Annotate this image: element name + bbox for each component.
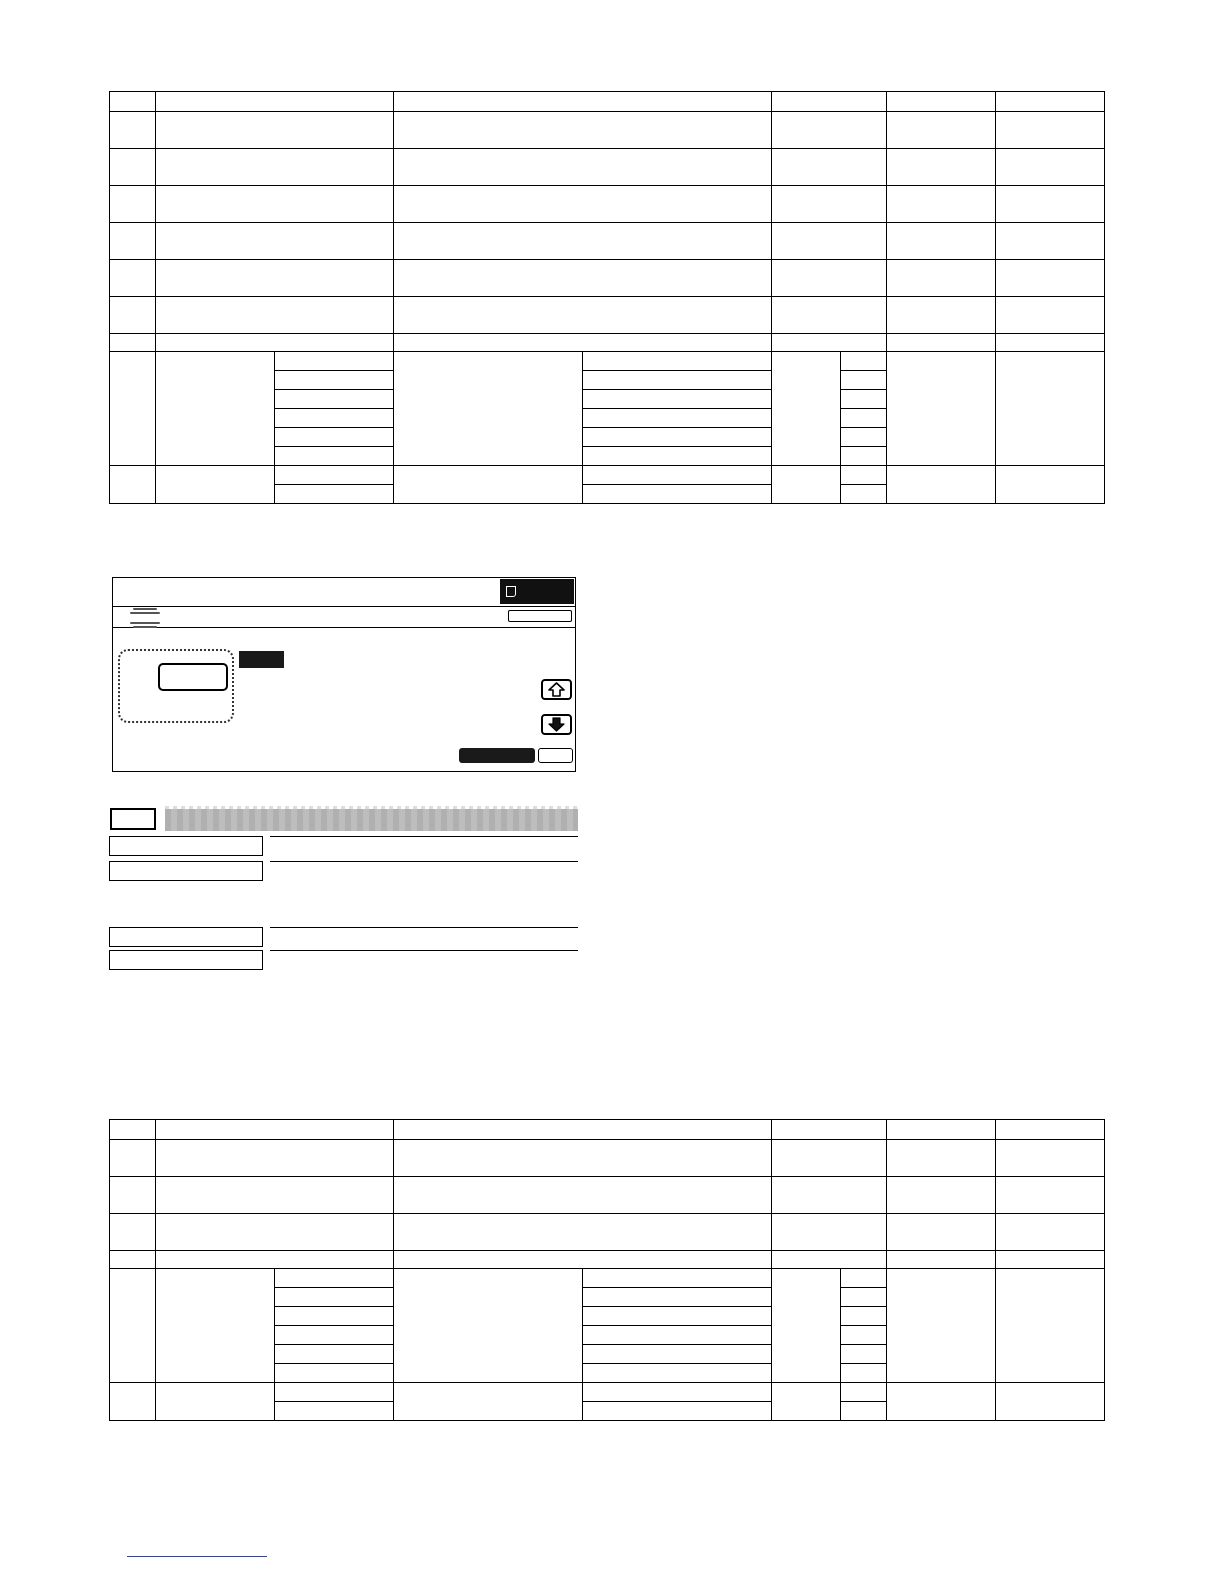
table-row xyxy=(110,112,1105,149)
table-row xyxy=(110,186,1105,223)
table-row xyxy=(110,297,1105,334)
table-row-group xyxy=(110,352,1105,371)
header-divider xyxy=(113,606,575,607)
table-row xyxy=(110,1214,1105,1251)
header-tab-button[interactable] xyxy=(508,610,572,622)
footer-link-underline[interactable] xyxy=(127,1556,267,1557)
table-header-row xyxy=(110,1120,1105,1140)
legend-label-box xyxy=(109,927,263,947)
legend-label-box xyxy=(109,861,263,881)
legend-leader-line xyxy=(270,836,578,837)
setting-key[interactable] xyxy=(158,663,228,691)
job-status-button[interactable] xyxy=(500,579,574,604)
scroll-down-button[interactable] xyxy=(541,714,572,735)
settings-table-top xyxy=(109,91,1105,504)
callout-number-box xyxy=(110,808,156,830)
legend-label-box xyxy=(109,836,263,856)
subheader-divider xyxy=(113,627,575,628)
table-row xyxy=(110,1177,1105,1214)
table-row xyxy=(110,334,1105,352)
legend-leader-line xyxy=(270,861,578,862)
execute-key[interactable] xyxy=(459,748,535,763)
table-row xyxy=(110,1140,1105,1177)
table-row xyxy=(110,1251,1105,1269)
table-header-row xyxy=(110,92,1105,112)
settings-table-bottom xyxy=(109,1119,1105,1421)
legend-leader-line xyxy=(270,950,578,951)
table-row-group xyxy=(110,466,1105,485)
mode-icon-bar xyxy=(130,622,160,624)
ok-key[interactable] xyxy=(538,748,573,763)
legend-leader-line xyxy=(270,927,578,928)
mode-icon-bar xyxy=(130,612,160,614)
table-row-group xyxy=(110,1383,1105,1402)
operation-panel-screen xyxy=(112,577,576,772)
arrow-down-icon xyxy=(547,717,566,732)
highlighted-label xyxy=(239,651,284,668)
table-row-group xyxy=(110,1269,1105,1288)
table-row xyxy=(110,260,1105,297)
mode-icon-bar xyxy=(133,608,157,610)
table-row xyxy=(110,223,1105,260)
mode-icon-bar xyxy=(133,626,157,628)
legend-label-box xyxy=(109,950,263,970)
document-icon xyxy=(506,586,516,597)
arrow-up-icon xyxy=(547,682,566,697)
scroll-up-button[interactable] xyxy=(541,679,572,700)
scanner-mode-icon xyxy=(128,606,164,628)
table-row xyxy=(110,149,1105,186)
callout-heading-bar xyxy=(165,806,578,831)
